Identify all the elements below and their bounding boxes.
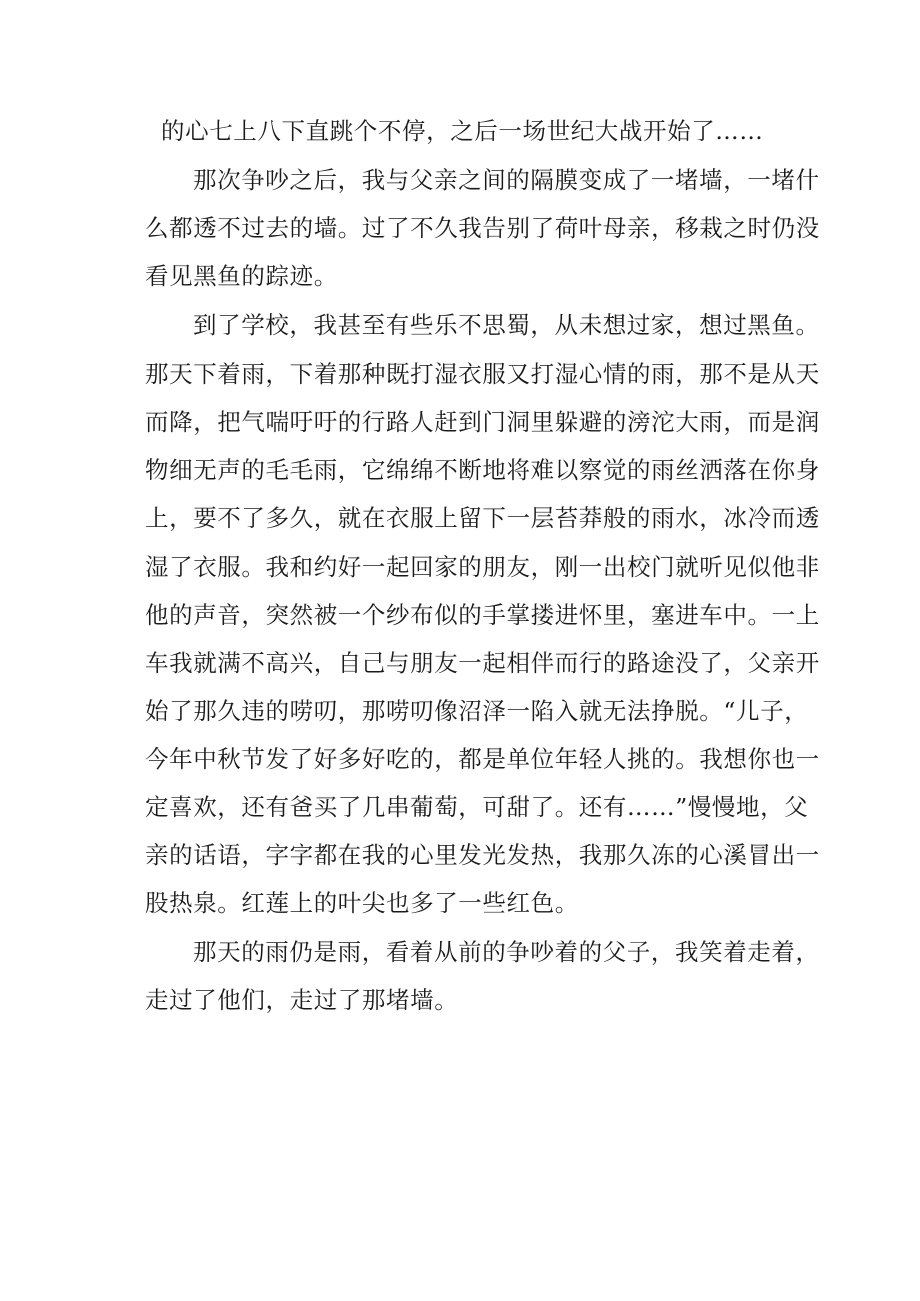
text-line-3: 么都透不过去的墙。过了不久我告别了荷叶母亲，移栽之时仍没 [145,214,820,242]
text-line-11: 他的声音，突然被一个纱布似的手掌搂进怀里，塞进车中。一上 [145,601,820,629]
text-line-12: 车我就满不高兴，自己与朋友一起相伴而行的路途没了，父亲开 [145,649,820,677]
text-line-18: 那天的雨仍是雨，看着从前的争吵着的父子，我笑着走着， [193,938,820,966]
text-line-8: 物细无声的毛毛雨，它绵绵不断地将难以察觉的雨丝洒落在你身 [145,456,820,484]
text-line-19: 走过了他们，走过了那堵墙。 [145,986,459,1014]
text-line-4: 看见黑鱼的踪迹。 [145,262,338,290]
text-line-17: 股热泉。红莲上的叶尖也多了一些红色。 [145,889,579,917]
text-line-14: 今年中秋节发了好多好吃的，都是单位年轻人挑的。我想你也一 [145,745,820,773]
text-line-15: 定喜欢，还有爸买了几串葡萄，可甜了。还有……”慢慢地，父 [145,793,809,821]
text-line-2: 那次争吵之后，我与父亲之间的隔膜变成了一堵墙，一堵什 [193,166,820,194]
text-line-6: 那天下着雨，下着那种既打湿衣服又打湿心情的雨，那不是从天 [145,360,820,388]
text-line-1: 的心七上八下直跳个不停，之后一场世纪大战开始了…… [161,117,764,145]
text-line-5: 到了学校，我甚至有些乐不思蜀，从未想过家，想过黑鱼。 [193,311,820,339]
text-line-16: 亲的话语，字字都在我的心里发光发热，我那久冻的心溪冒出一 [145,841,820,869]
text-line-7: 而降，把气喘吁吁的行路人赶到门洞里躲避的滂沱大雨，而是润 [145,408,820,436]
text-line-13: 始了那久违的唠叨，那唠叨像沼泽一陷入就无法挣脱。“儿子， [145,697,809,725]
text-line-10: 湿了衣服。我和约好一起回家的朋友，刚一出校门就听见似他非 [145,553,820,581]
text-line-9: 上，要不了多久，就在衣服上留下一层苔莽般的雨水，冰冷而透 [145,504,820,532]
